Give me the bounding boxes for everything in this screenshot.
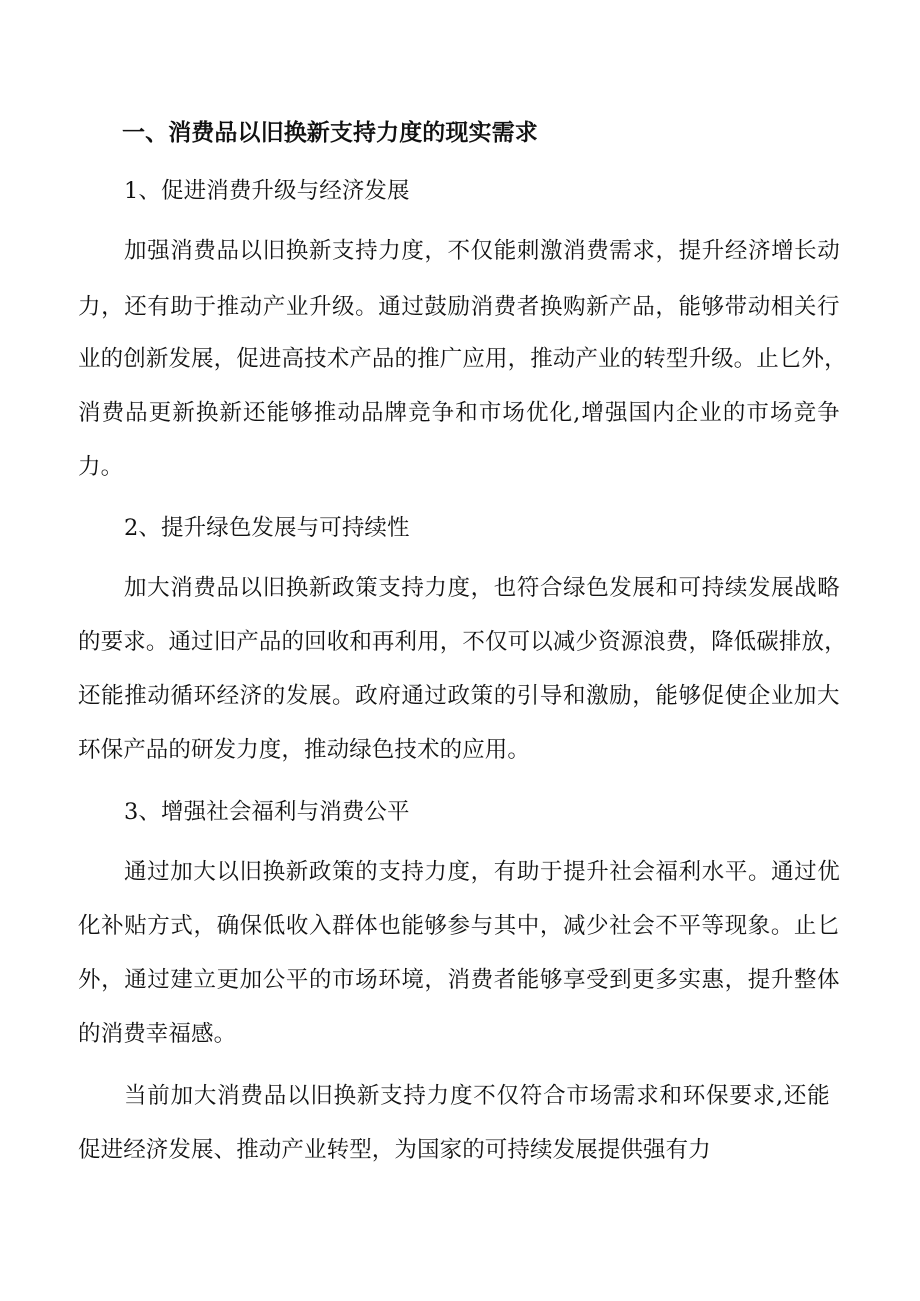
- paragraph-line: 还 能 推 动 循 环 经 济 的 发 展 。 政 府 通 过 政 策 的 引 导 和 激 励 ， 能 够 促 使 企 业 加 大: [78, 683, 840, 709]
- subsection-title-2: 2、提升绿色发展与可持续性: [124, 515, 410, 541]
- paragraph-line: 环保产品的研发力度，推动绿色技术的应用。: [78, 737, 531, 763]
- paragraph-line: 加 大 消 费 品 以 旧 换 新 政 策 支 持 力 度 ， 也 符 合 绿 色 发 展 和 可 持 续 发 展 战 略: [124, 575, 840, 601]
- paragraph-line: 化 补 贴 方 式 ， 确 保 低 收 入 群 体 也 能 够 参 与 其 中 ， 减 少 社 会 不 平 等 现 象 。 止 匕: [78, 913, 840, 939]
- subsection-title-1: 1、促进消费升级与经济发展: [124, 178, 410, 204]
- paragraph-line: 的消费幸福感。: [78, 1021, 237, 1047]
- paragraph-line: 力。: [78, 454, 124, 480]
- paragraph-line: 的 要 求 。 通 过 旧 产 品 的 回 收 和 再 利 用 ， 不 仅 可 以 减 少 资 源 浪 费 ， 降 低 碳 排 放 ，: [78, 629, 847, 655]
- subsection-title-3: 3、增强社会福利与消费公平: [124, 799, 410, 825]
- conclusion-line: 促进经济发展、推动产业转型，为国家的可持续发展提供强有力: [78, 1137, 711, 1163]
- paragraph-line: 加 强 消 费 品 以 旧 换 新 支 持 力 度 ， 不 仅 能 刺 激 消 费 需 求 ， 提 升 经 济 增 长 动: [124, 238, 840, 264]
- paragraph-line: 业 的 创 新 发 展 ， 促 进 高 技 术 产 品 的 推 广 应 用 ， 推 动 产 业 的 转 型 升 级 。 止 匕 外 ，: [78, 346, 847, 372]
- conclusion-line: 当 前 加 大 消 费 品 以 旧 换 新 支 持 力 度 不 仅 符 合 市 场 需 求 和 环 保 要 求 , 还 能: [124, 1083, 830, 1109]
- section-heading: 一、消费品以旧换新支持力度的现实需求: [122, 119, 538, 146]
- paragraph-line: 消 费 品 更 新 换 新 还 能 够 推 动 品 牌 竞 争 和 市 场 优 化 , 增 强 国 内 企 业 的 市 场 竞 争: [78, 400, 840, 426]
- paragraph-line: 力 ， 还 有 助 于 推 动 产 业 升 级 。 通 过 鼓 励 消 费 者 换 购 新 产 品 ， 能 够 带 动 相 关 行: [78, 294, 840, 320]
- paragraph-line: 外 ， 通 过 建 立 更 加 公 平 的 市 场 环 境 ， 消 费 者 能 够 享 受 到 更 多 实 惠 ， 提 升 整 体: [78, 967, 840, 993]
- paragraph-line: 通 过 加 大 以 旧 换 新 政 策 的 支 持 力 度 ， 有 助 于 提 升 社 会 福 利 水 平 。 通 过 优: [124, 859, 840, 885]
